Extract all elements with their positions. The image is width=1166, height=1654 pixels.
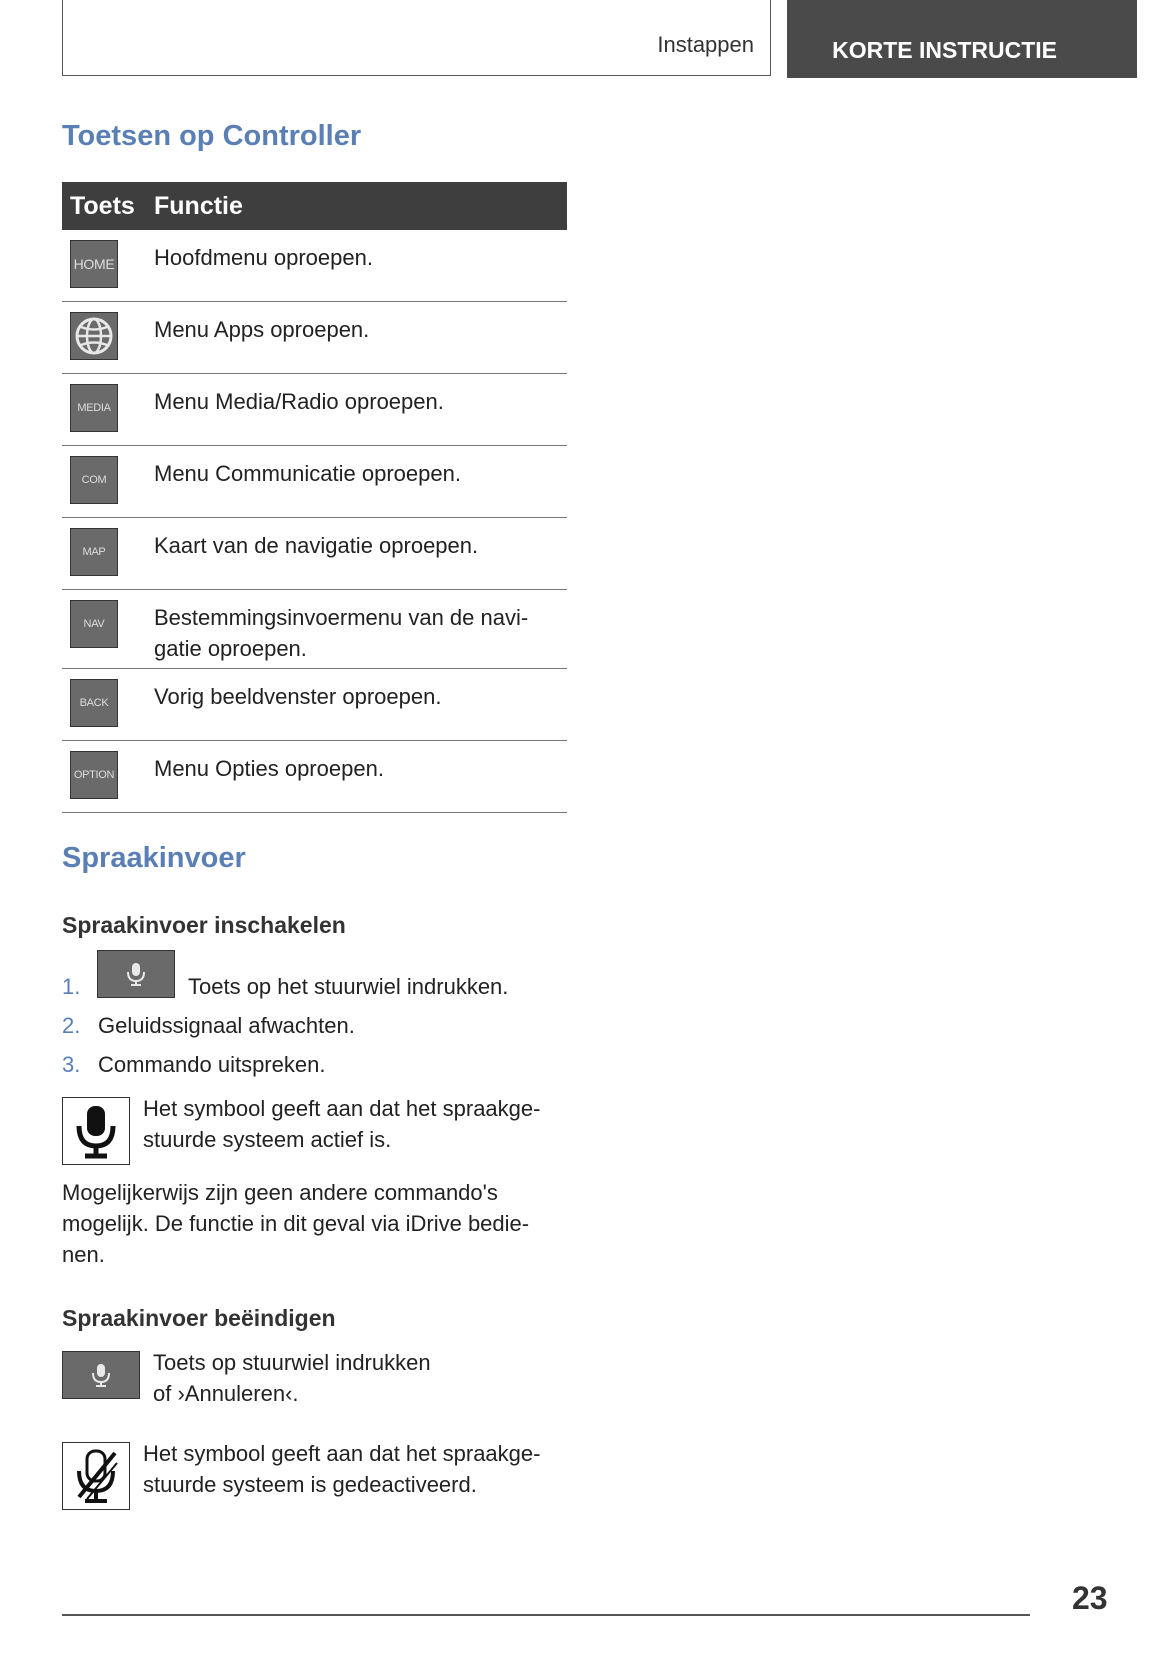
active-symbol-note: Het symbool geeft aan dat het spraakge- stuurde systeem actief is. xyxy=(143,1096,541,1152)
table-row xyxy=(62,517,567,589)
step-text: Toets op het stuurwiel indrukken. xyxy=(188,974,509,999)
deactivated-symbol-note: Het symbool geeft aan dat het spraakge- stuurde systeem is gedeactiveerd. xyxy=(143,1441,541,1497)
footer-divider xyxy=(62,1614,1030,1616)
controller-title: Toetsen op Controller xyxy=(62,120,362,152)
row-function: Hoofdmenu oproepen. xyxy=(144,230,567,301)
column-header-key: Toets xyxy=(62,182,144,230)
list-item xyxy=(62,1013,355,1039)
step-number: 3. xyxy=(62,1052,81,1077)
row-function: Kaart van de navigatie oproepen. xyxy=(144,517,567,589)
map-key-icon: MAP xyxy=(70,528,118,576)
steering-mic-key-icon xyxy=(97,950,175,998)
voice-deactivated-icon xyxy=(62,1442,130,1510)
voice-active-icon xyxy=(62,1097,130,1165)
header-box xyxy=(62,0,771,76)
row-function: Bestemmingsinvoermenu van de navi- gatie oproepen. xyxy=(144,589,567,668)
steering-mic-key-icon xyxy=(62,1351,140,1399)
step-text: Geluidssignaal afwachten. xyxy=(98,1013,355,1038)
table-row xyxy=(62,230,567,301)
row-function: Menu Opties oproepen. xyxy=(144,740,567,812)
end-heading: Spraakinvoer beëindigen xyxy=(62,1305,336,1331)
com-key-icon: COM xyxy=(70,456,118,504)
page-number: 23 xyxy=(1072,1580,1108,1616)
header-chapter-label: KORTE INSTRUCTIE xyxy=(832,36,1057,63)
enable-heading: Spraakinvoer inschakelen xyxy=(62,912,346,938)
header-section: Instappen xyxy=(657,32,754,57)
apps-globe-icon xyxy=(70,312,118,360)
end-instruction: Toets op stuurwiel indrukken of ›Annuleren‹. xyxy=(153,1350,431,1406)
step-number: 2. xyxy=(62,1013,81,1038)
option-key-icon: OPTION xyxy=(70,751,118,799)
media-key-icon: MEDIA xyxy=(70,384,118,432)
home-key-icon: HOME xyxy=(70,240,118,288)
table-row xyxy=(62,445,567,517)
header-chapter xyxy=(787,0,1137,78)
speech-title: Spraakinvoer xyxy=(62,842,246,874)
table-row xyxy=(62,373,567,445)
table-row xyxy=(62,301,567,373)
idrive-note: Mogelijkerwijs zijn geen andere commando's mogelijk. De functie in dit geval via iDrive bedie- nen. xyxy=(62,1180,530,1267)
row-function: Vorig beeldvenster oproepen. xyxy=(144,668,567,740)
table-row xyxy=(62,668,567,740)
row-function: Menu Media/Radio oproepen. xyxy=(144,373,567,445)
controller-table xyxy=(62,182,567,813)
step-text: Commando uitspreken. xyxy=(98,1052,326,1077)
back-key-icon: BACK xyxy=(70,679,118,727)
row-function: Menu Apps oproepen. xyxy=(144,301,567,373)
column-header-function: Functie xyxy=(144,182,567,230)
table-header-row xyxy=(62,182,567,230)
table-row xyxy=(62,589,567,668)
nav-key-icon: NAV xyxy=(70,600,118,648)
list-item xyxy=(62,1052,325,1078)
row-function: Menu Communicatie oproepen. xyxy=(144,445,567,517)
step-number: 1. xyxy=(62,974,81,999)
table-row xyxy=(62,740,567,812)
